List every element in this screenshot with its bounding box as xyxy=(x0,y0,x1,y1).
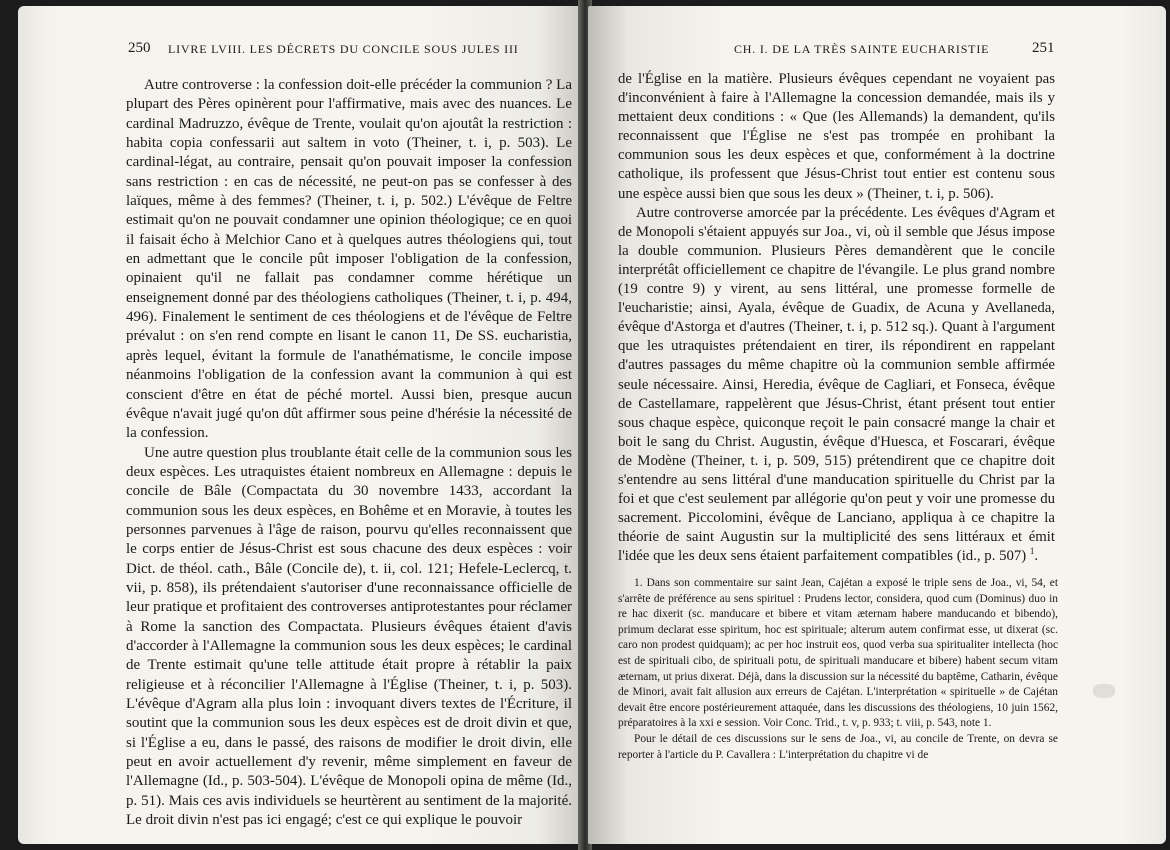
right-paragraph-1: de l'Église en la matière. Plusieurs évêques cependant ne voyaient pas d'inconvénient à faire à l'Allemagne la concession demandée, mais ils y mettaient deux conditions : « Que (les Allemands) la demandent, qu'ils reconnaissent que l'Église ne s'est pas trompée en prohibant la communion sous les deux espèces et que, conformément à la doctrine catholique, ils professent que Jésus-Christ tout entier est contenu sous une espèce aussi bien que sous les deux » (Theiner, t. i, p. 506). xyxy=(618,71,1055,202)
left-paragraph-1: Autre controverse : la confession doit-elle précéder la communion ? La plupart des Pères opinèrent pour l'affirmative, mais avec des nuances. Le cardinal Madruzzo, évêque de Trente, voulait qu'on ajoutât la restriction : habita copia confessarii aut saltem in voto (Theiner, t. i, p. 503). Le cardinal-légat, au contraire, pensait qu'on pouvait imposer la confession sans restriction : en cas de nécessité, ne peut-on pas se confesser à des laïques, même à des femmes? (Theiner, t. i, p. 502.) L'évêque de Feltre estimait qu'on ne pouvait condamner une opinion théologique; ce en quoi il faisait écho à Melchior Cano et à quelques autres théologiens qui, tout en admettant que le concile pût imposer l'obligation de la confession, opinaient qu'il ne fallait pas condamner comme hérétique un enseignement donné par des théologiens catholiques (Theiner, t. i, p. 494, 496). Finalement le sentiment de ces théologiens et de l'évêque de Feltre prévalut : on s'en rend compte en lisant le canon 11, De SS. eucharistia, après lequel, évitant la formule de l'anathématisme, le concile impose néanmoins l'obligation de la confession avant la communion à qui est conscient d'être en état de péché mortel. Aussi bien, presque aucun évêque n'avait jugé qu'on dût affirmer sous peine d'hérésie la nécessité de la confession. xyxy=(126,77,572,442)
footnote-1: 1. Dans son commentaire sur saint Jean, Cajétan a exposé le triple sens de Joa., vi, 54, et s'arrête de préférence au sens spirituel : Prudens lector, considera, quod cum (Dominus) duo in re hac dixerit (sc. manducare et bibere et vitam æternam habere manducando et bibendo), primum declarat esse spiritum, hoc est spirituale; alterum autem confirmat esse, ut dixerat (sc. caro non prodest quidquam); ac per hoc instruit eos, quod verba sua spiritualiter intellecta (hoc est de spirituali cibo, de spirituali potu, de spirituali manducare et bibere) habent secum vitam æternam, ut prius dixerat. Déjà, dans la discussion sur la nécessité du baptême, Catharin, évêque de Minori, avait fait allusion aux erreurs de Cajétan. L'interprétation « spirituelle » de Cajétan devait être encore postérieurement attaquée, dans les discussions des théologiens, 10 juin 1562, préparatoires à la xxi e session. Voir Conc. Trid., t. v, p. 933; t. viii, p. 543, note 1. xyxy=(618,577,1058,730)
footnote-2: Pour le détail de ces discussions sur le sens de Joa., vi, au concile de Trente, on devra se reporter à l'article du P. Cavallera : L'interprétation du chapitre vi de xyxy=(618,732,1058,761)
left-running-header: LIVRE LVIII. LES DÉCRETS DU CONCILE SOUS JULES III xyxy=(168,42,519,56)
footnotes xyxy=(618,576,1058,763)
right-body-text xyxy=(618,70,1055,566)
left-page xyxy=(18,6,584,844)
left-page-number: 250 xyxy=(128,40,151,56)
page-stain xyxy=(1093,684,1115,698)
left-paragraph-2: Une autre question plus troublante était celle de la communion sous les deux espèces. Les utraquistes étaient nombreux en Allemagne : depuis le concile de Bâle (Compactata du 30 novembre 1433, accordant la communion sous les deux espèces, en Bohême et en Moravie, à toutes les personnes parvenues à l'âge de raison, pourvu qu'elles reconnaissent que le corps entier de Jésus-Christ est sous chacune des deux espèces : voir Dict. de théol. cath., Bâle (Concile de), t. ii, col. 121; Hefele-Leclercq, t. vii, p. 858), ils prétendaient s'autoriser d'une reconnaissance officielle de leur pratique et profitaient des controverses antiprotestantes pour réclamer à Rome la sanction des Compactata. Plusieurs évêques étaient d'avis d'accorder à l'Allemagne la communion sous les deux espèces; le cardinal de Trente estimait qu'une telle attitude était propre à rétablir la paix religieuse et à réconcilier l'Allemagne à l'Église (Theiner, t. i, p. 503). L'évêque d'Agram alla plus loin : invoquant divers textes de l'Écriture, il soutint que la communion sous les deux espèces est de droit divin et que, si l'Église a eu, dans le passé, des raisons de modifier le droit divin, elle peut en avoir actuellement d'y revenir, même simplement en faveur de l'Allemagne (Id., p. 503-504). L'évêque de Monopoli opina de même (Id., p. 51). Mais ces avis individuels se heurtèrent au sentiment de la majorité. Le droit divin n'est pas ici engagé; c'est ce qui explique le pouvoir xyxy=(126,444,572,829)
right-paragraph-2-text: Autre controverse amorcée par la précédente. Les évêques d'Agram et de Monopoli s'étaient appuyés sur Joa., vi, où il semble que Jésus impose la double communion. Plusieurs Pères demandèrent que le concile interprétât officiellement ce chapitre de l'évangile. Le plus grand nombre (19 contre 9) y virent, au sens littéral, une promesse formelle de l'eucharistie; ainsi, Ayala, évêque de Guadix, de Acuna y Avellaneda, évêque d'Astorga et d'autres (Theiner, t. i, p. 512 sq.). Quant à l'argument que les utraquistes prétendaient en tirer, ils répondirent en rappelant d'autres passages du même chapitre où la communion semble affirmée seule nécessaire. Ainsi, Heredia, évêque de Cagliari, et Fonseca, évêque de Castellamare, rappelèrent que Jésus-Christ, étant présent tout entier sous chaque espèce, quiconque reçoit le pain consacré mange la chair et boit le sang du Christ. Augustin, évêque d'Huesca, et Foscarari, évêque de Modène (Theiner, t. i, p. 509, 515) prétendirent que ce chapitre doit s'entendre au sens littéral d'une manducation spirituelle du Christ par la foi et que c'est seulement par allégorie qu'on peut y voir une promesse du sacrement. Piccolomini, évêque de Lanciano, appliqua à ce chapitre la théorie de saint Augustin sur la multiplicité des sens littéraux et émit l'idée que les deux sens étaient parfaitement compatibles (id., p. 507) xyxy=(618,204,1055,565)
right-page xyxy=(588,6,1166,844)
right-page-number: 251 xyxy=(1032,40,1055,56)
footnote-reference: 1 xyxy=(1029,546,1035,557)
right-paragraph-2: Autre controverse amorcée par la précédente. Les évêques d'Agram et de Monopoli s'étaient appuyés sur Joa., vi, où il semble que Jésus impose la double communion. Plusieurs Pères demandèrent que le concile interprétât officiellement ce chapitre de l'évangile. Le plus grand nombre (19 contre 9) y virent, au sens littéral, une promesse formelle de l'eucharistie; ainsi, Ayala, évêque de Guadix, de Acuna y Avellaneda, évêque d'Astorga et d'autres (Theiner, t. i, p. 512 sq.). Quant à l'argument que les utraquistes prétendaient en tirer, ils répondirent en rappelant d'autres passages du même chapitre où la communion semble affirmée seule nécessaire. Ainsi, Heredia, évêque de Cagliari, et Fonseca, évêque de Castellamare, rappelèrent que Jésus-Christ, étant présent tout entier sous chaque espèce, quiconque reçoit le pain consacré mange la chair et boit le sang du Christ. Augustin, évêque d'Huesca, et Foscarari, évêque de Modène (Theiner, t. i, p. 509, 515) prétendirent que ce chapitre doit s'entendre au sens littéral d'une manducation spirituelle du Christ par la foi et que c'est seulement par allégorie qu'on peut y voir une promesse du sacrement. Piccolomini, évêque de Lanciano, appliqua à ce chapitre la théorie de saint Augustin sur la multiplicité des sens littéraux et émit l'idée que les deux sens étaient parfaitement compatibles (id., p. 507) $^1$. xyxy=(618,204,1055,565)
right-running-header: CH. I. DE LA TRÈS SAINTE EUCHARISTIE xyxy=(734,42,990,56)
left-body-text xyxy=(126,76,572,830)
